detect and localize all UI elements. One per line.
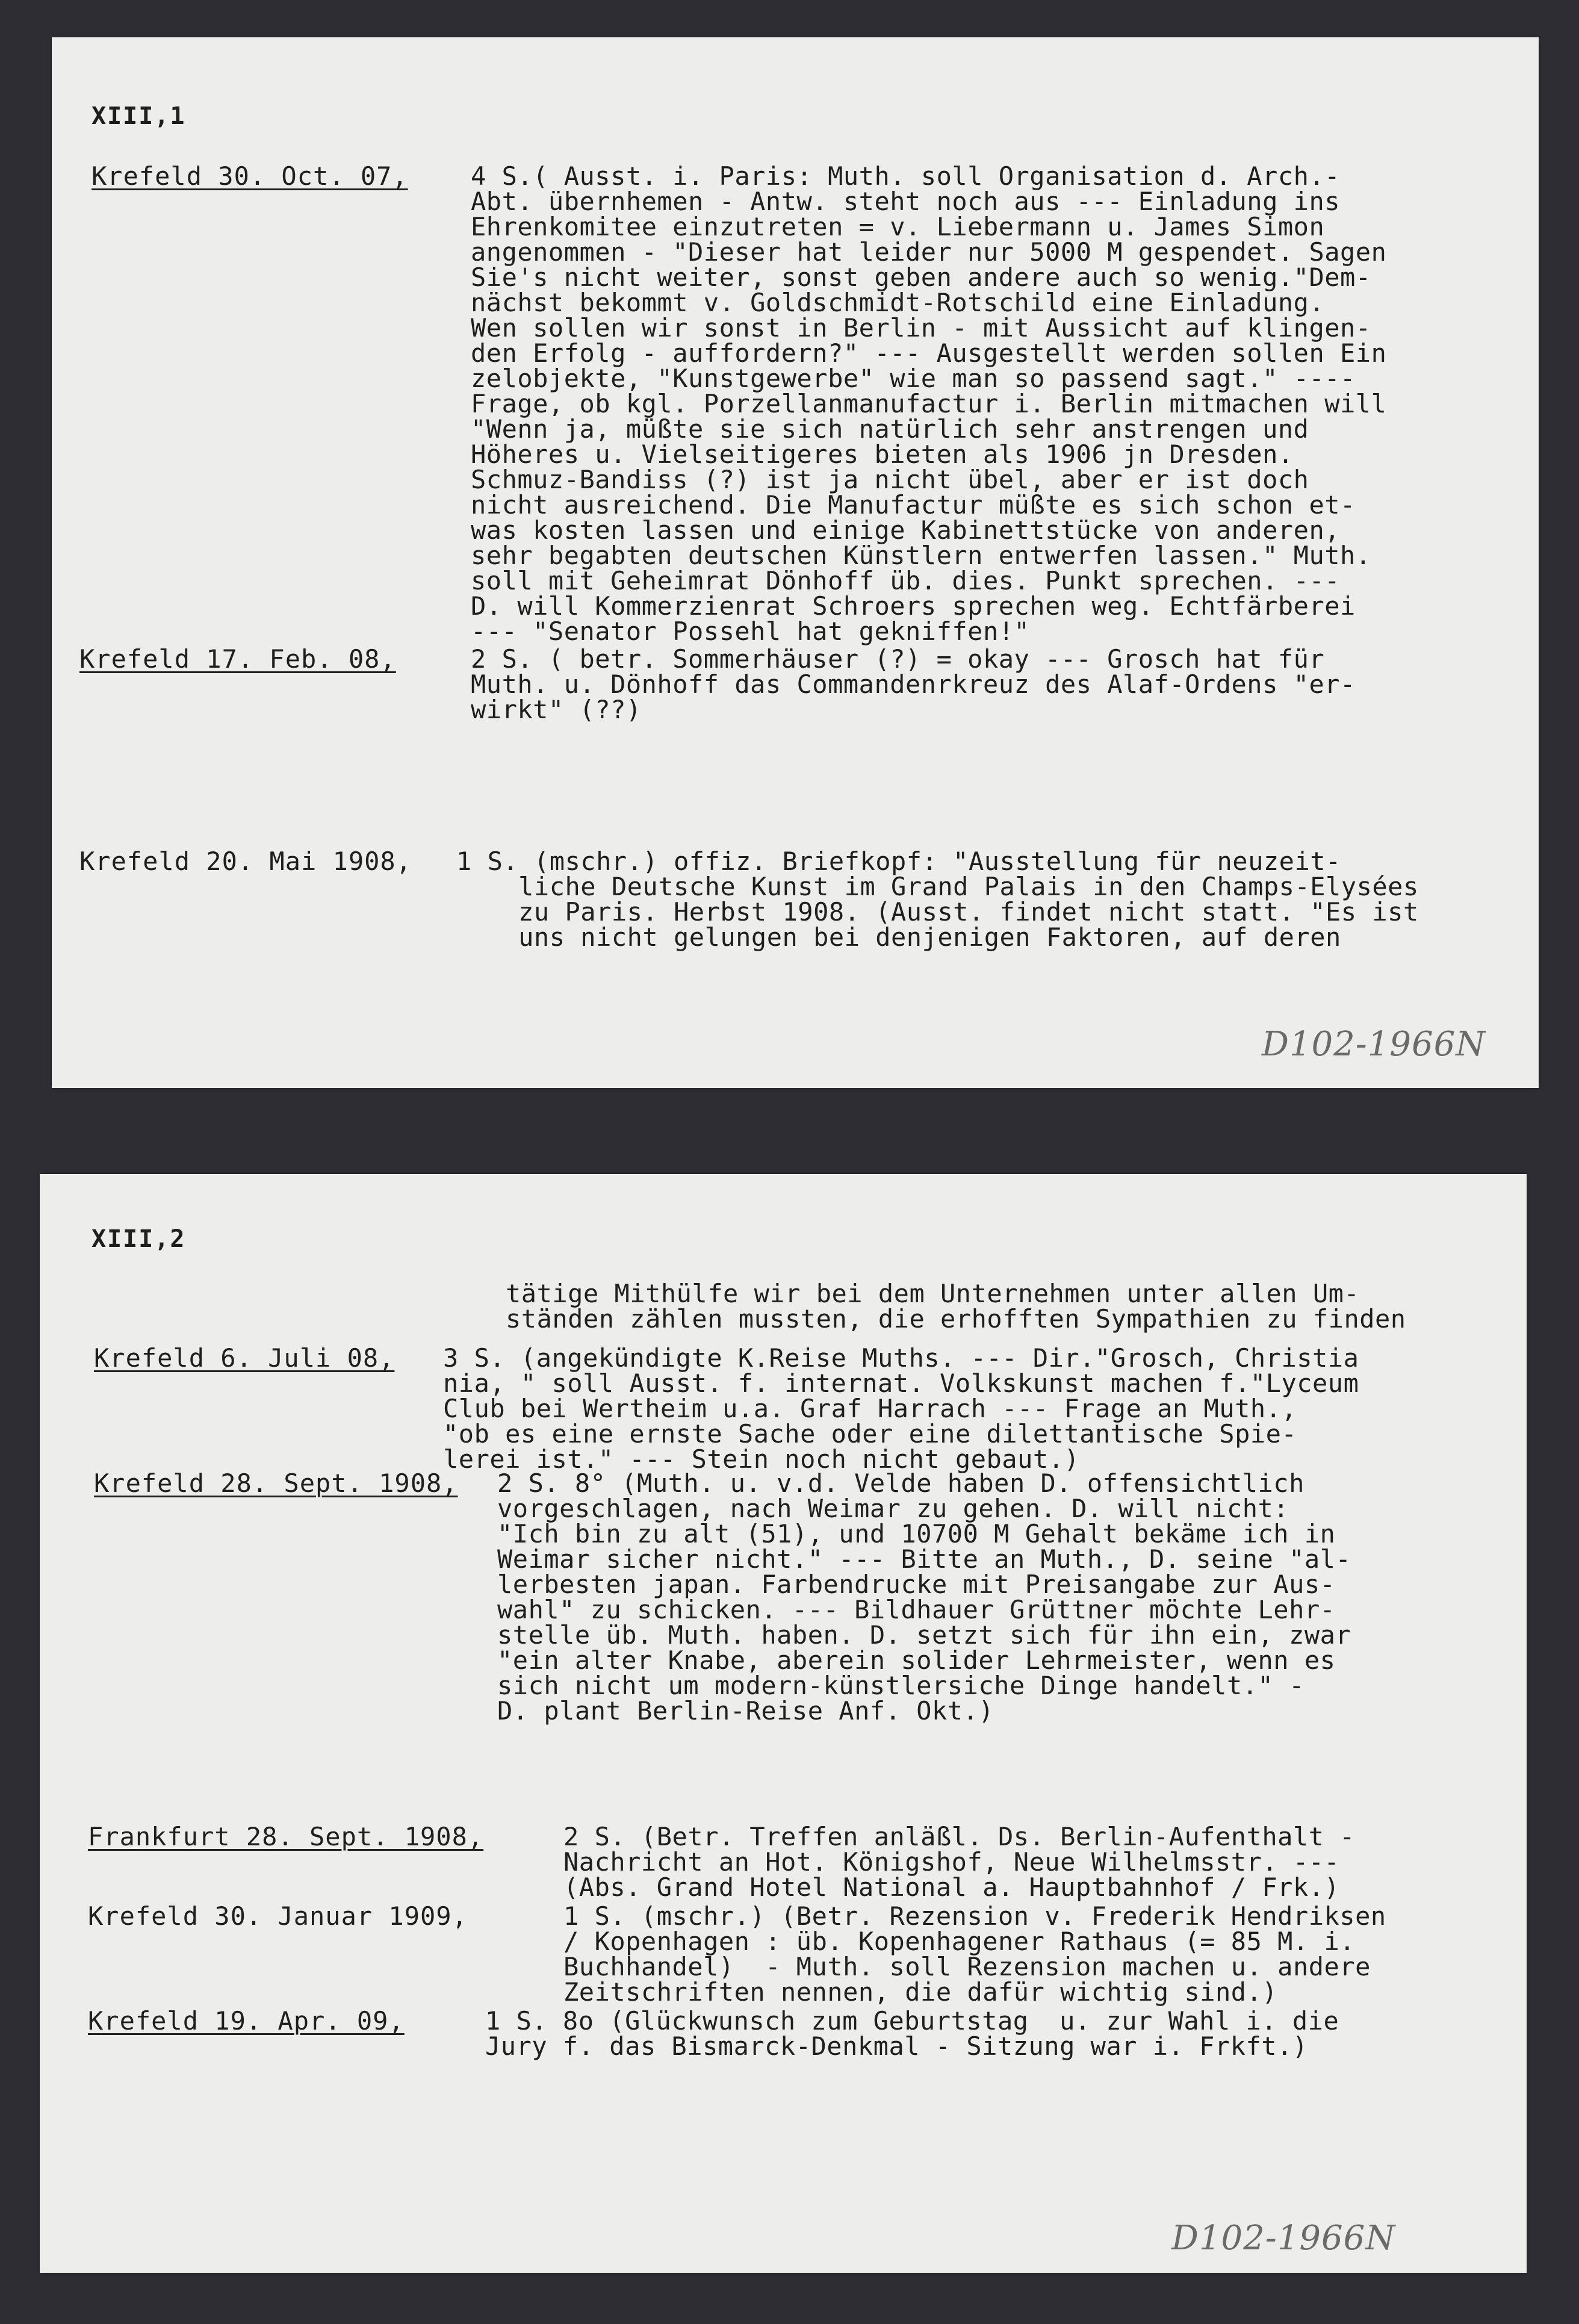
entry-list [88,1824,1521,2059]
archive-reference: D102-1966N [1262,1025,1486,1064]
index-card-1 [52,37,1539,1088]
entry-text: 4 S.( Ausst. i. Paris: Muth. soll Organisation d. Arch.- Abt. übernhemen - Antw. steht noch aus --- Einladung ins Ehrenkomitee einzutreten = v. Liebermann u. James Simon angenommen - "Dieser hat leider nur 5000 M gespendet. Sagen Sie's nicht weiter, sonst geben andere auch so wenig."Dem- nächst bekommt v. Goldschmidt-Rotschild eine Einladung. Wen sollen wir sonst in Berlin - mit Aussicht auf klingen- den Erfolg - auffordern?" --- Ausgestellt werden sollen Ein zelobjekte, "Kunstgewerbe" wie man so passend sagt." ---- Frage, ob kgl. Porzellanmanufactur i. Berlin mitmachen will "Wenn ja, müßte sie sich natürlich sehr anstrengen und Höheres u. Vielseitigeres bieten als 1906 jn Dresden. Schmuz-Bandiss (?) ist ja nicht übel, aber er ist doch nicht ausreichend. Die Manufactur müßte es sich schon et- was kosten lassen und einige Kabinettstücke von anderen, sehr begabten deutschen Künstlern entwerfen lassen." Muth. soll mit Geheimrat Dönhoff üb. dies. Punkt sprechen. --- D. will Kommerzienrat Schroers sprechen weg. Echtfärberei --- "Senator Possehl hat gekniffen!" [471,161,1387,646]
entry-text: 2 S. (Betr. Treffen anläßl. Ds. Berlin-Aufenthalt - Nachricht an Hot. Königshof, Neue Wilhelmsstr. --- (Abs. Grand Hotel National a. Hauptbahnhof / Frk.) [563,1822,1356,1902]
entry-place-date: Frankfurt 28. Sept. 1908, [88,1822,484,1851]
card-label: XIII,1 [92,102,186,130]
entry [88,2006,1521,2061]
entry-place-date: Krefeld 28. Sept. 1908, [94,1468,458,1498]
entry [88,1824,1521,1900]
entry-place-date: Krefeld 20. Mai 1908, [79,847,412,876]
entry-place-date: Krefeld 19. Apr. 09, [88,2006,405,2036]
entry-place-date: Krefeld 6. Juli 08, [94,1343,395,1373]
entry [92,161,1530,646]
archive-reference: D102-1966N [1171,2219,1396,2258]
entry-list [79,161,1530,724]
entry [79,849,1530,950]
continuation-text: tätige Mithülfe wir bei dem Unternehmen unter allen Um- ständen zählen mussten, die erhofften Sympathien zu finden [506,1279,1406,1334]
entry-text: 1 S. (mschr.) offiz. Briefkopf: "Ausstellung für neuzeit- liche Deutsche Kunst im Grand Palais in den Champs-Elysées zu Paris. Herbst 1908. (Ausst. findet nicht statt. "Es ist uns nicht gelungen bei denjenigen Faktoren, auf deren [456,847,1419,952]
entry-list [79,849,1530,950]
entry-list [94,1343,1521,1726]
entry-text: 1 S. (mschr.) (Betr. Rezension v. Frederik Hendriksen / Kopenhagen : üb. Kopenhagener Rathaus (= 85 M. i. Buchhandel) - Muth. soll Rezension machen u. andere Zeitschriften nennen, die dafür wichtig sind.) [563,1901,1386,2007]
entry [79,644,1530,724]
entry-place-date: Krefeld 30. Januar 1909, [88,1901,468,1931]
card-label: XIII,2 [92,1225,186,1253]
entry [94,1468,1521,1726]
entry-text: 1 S. 8o (Glückwunsch zum Geburtstag u. zur Wahl i. die Jury f. das Bismarck-Denkmal - Sitzung war i. Frkft.) [485,2006,1339,2061]
entry [94,1343,1521,1474]
entry-text: 2 S. ( betr. Sommerhäuser (?) = okay --- Grosch hat für Muth. u. Dönhoff das Commandenrkreuz des Alaf-Ordens "er- wirkt" (??) [471,644,1356,724]
entry-place-date: Krefeld 17. Feb. 08, [79,644,396,674]
entry-text: 3 S. (angekündigte K.Reise Muths. --- Dir."Grosch, Christia nia, " soll Ausst. f. internat. Volkskunst machen f."Lyceum Club bei Wertheim u.a. Graf Harrach --- Frage an Muth., "ob es eine ernste Sache oder eine dilettantische Spie- lerei ist." --- Stein noch nicht gebaut.) [443,1343,1359,1474]
entry [88,1901,1521,2007]
index-card-2 [40,1174,1527,2273]
entry-text: 2 S. 8° (Muth. u. v.d. Velde haben D. offensichtlich vorgeschlagen, nach Weimar zu gehen. D. will nicht: "Ich bin zu alt (51), und 10700 M Gehalt bekäme ich in Weimar sicher nicht." --- Bitte an Muth., D. seine "al- lerbesten japan. Farbendrucke mit Preisangabe zur Aus- wahl" zu schicken. --- Bildhauer Grüttner möchte Lehr- stelle üb. Muth. haben. D. setzt sich für ihn ein, zwar "ein alter Knabe, aberein solider Lehrmeister, wenn es sich nicht um modern-künstlersiche Dinge handelt." - D. plant Berlin-Reise Anf. Okt.) [497,1468,1351,1726]
entry-place-date: Krefeld 30. Oct. 07, [92,161,408,191]
